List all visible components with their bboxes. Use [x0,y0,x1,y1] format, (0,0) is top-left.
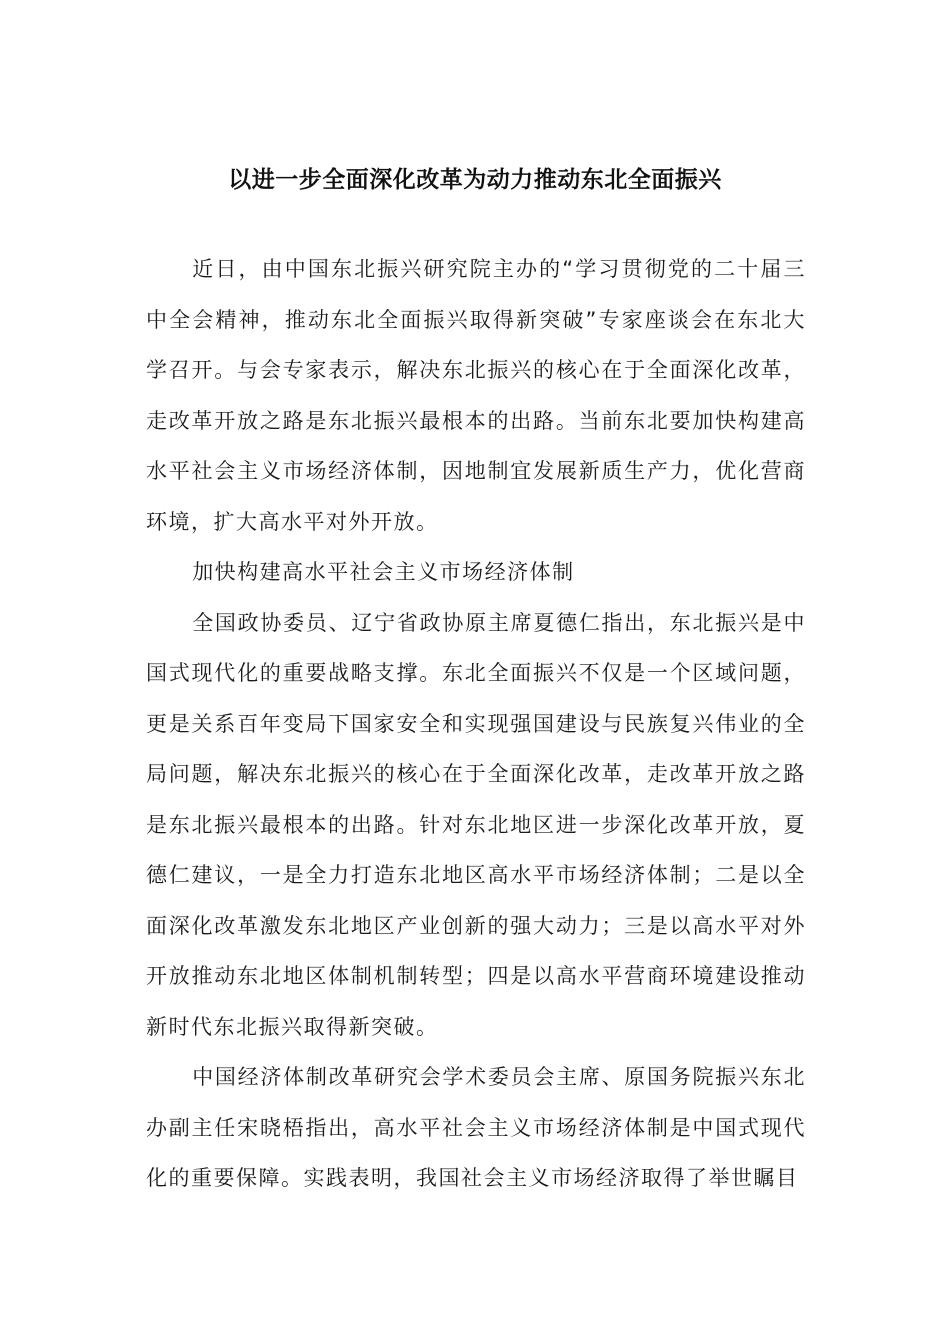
document-title: 以进一步全面深化改革为动力推动东北全面振兴 [228,167,722,193]
paragraph-intro: 近日，由中国东北振兴研究院主办的“学习贯彻党的二十届三中全会精神，推动东北全面振兴取得新突破”专家座谈会在东北大学召开。与会专家表示，解决东北振兴的核心在于全面深化改革，走改革开放之路是东北振兴最根本的出路。当前东北要加快构建高水平社会主义市场经济体制，因地制宜发展新质生产力，优化营商环境，扩大高水平对外开放。 [146,257,806,534]
paragraph-xia-deren: 全国政协委员、辽宁省政协原主席夏德仁指出，东北振兴是中国式现代化的重要战略支撑。东北全面振兴不仅是一个区域问题，更是关系百年变局下国家安全和实现强国建设与民族复兴伟业的全局问题，解决东北振兴的核心在于全面深化改革，走改革开放之路是东北振兴最根本的出路。针对东北地区进一步深化改革开放，夏德仁建议，一是全力打造东北地区高水平市场经济体制；二是以全面深化改革激发东北地区产业创新的强大动力；三是以高水平对外开放推动东北地区体制机制转型；四是以高水平营商环境建设推动新时代东北振兴取得新突破。 [146,610,806,1039]
paragraph-song-xiaowu: 中国经济体制改革研究会学术委员会主席、原国务院振兴东北办副主任宋晓梧指出，高水平社会主义市场经济体制是中国式现代化的重要保障。实践表明，我国社会主义市场经济取得了举世瞩目 [146,1065,806,1190]
document-body [146,244,806,1204]
section-heading: 加快构建高水平社会主义市场经济体制 [192,560,575,584]
